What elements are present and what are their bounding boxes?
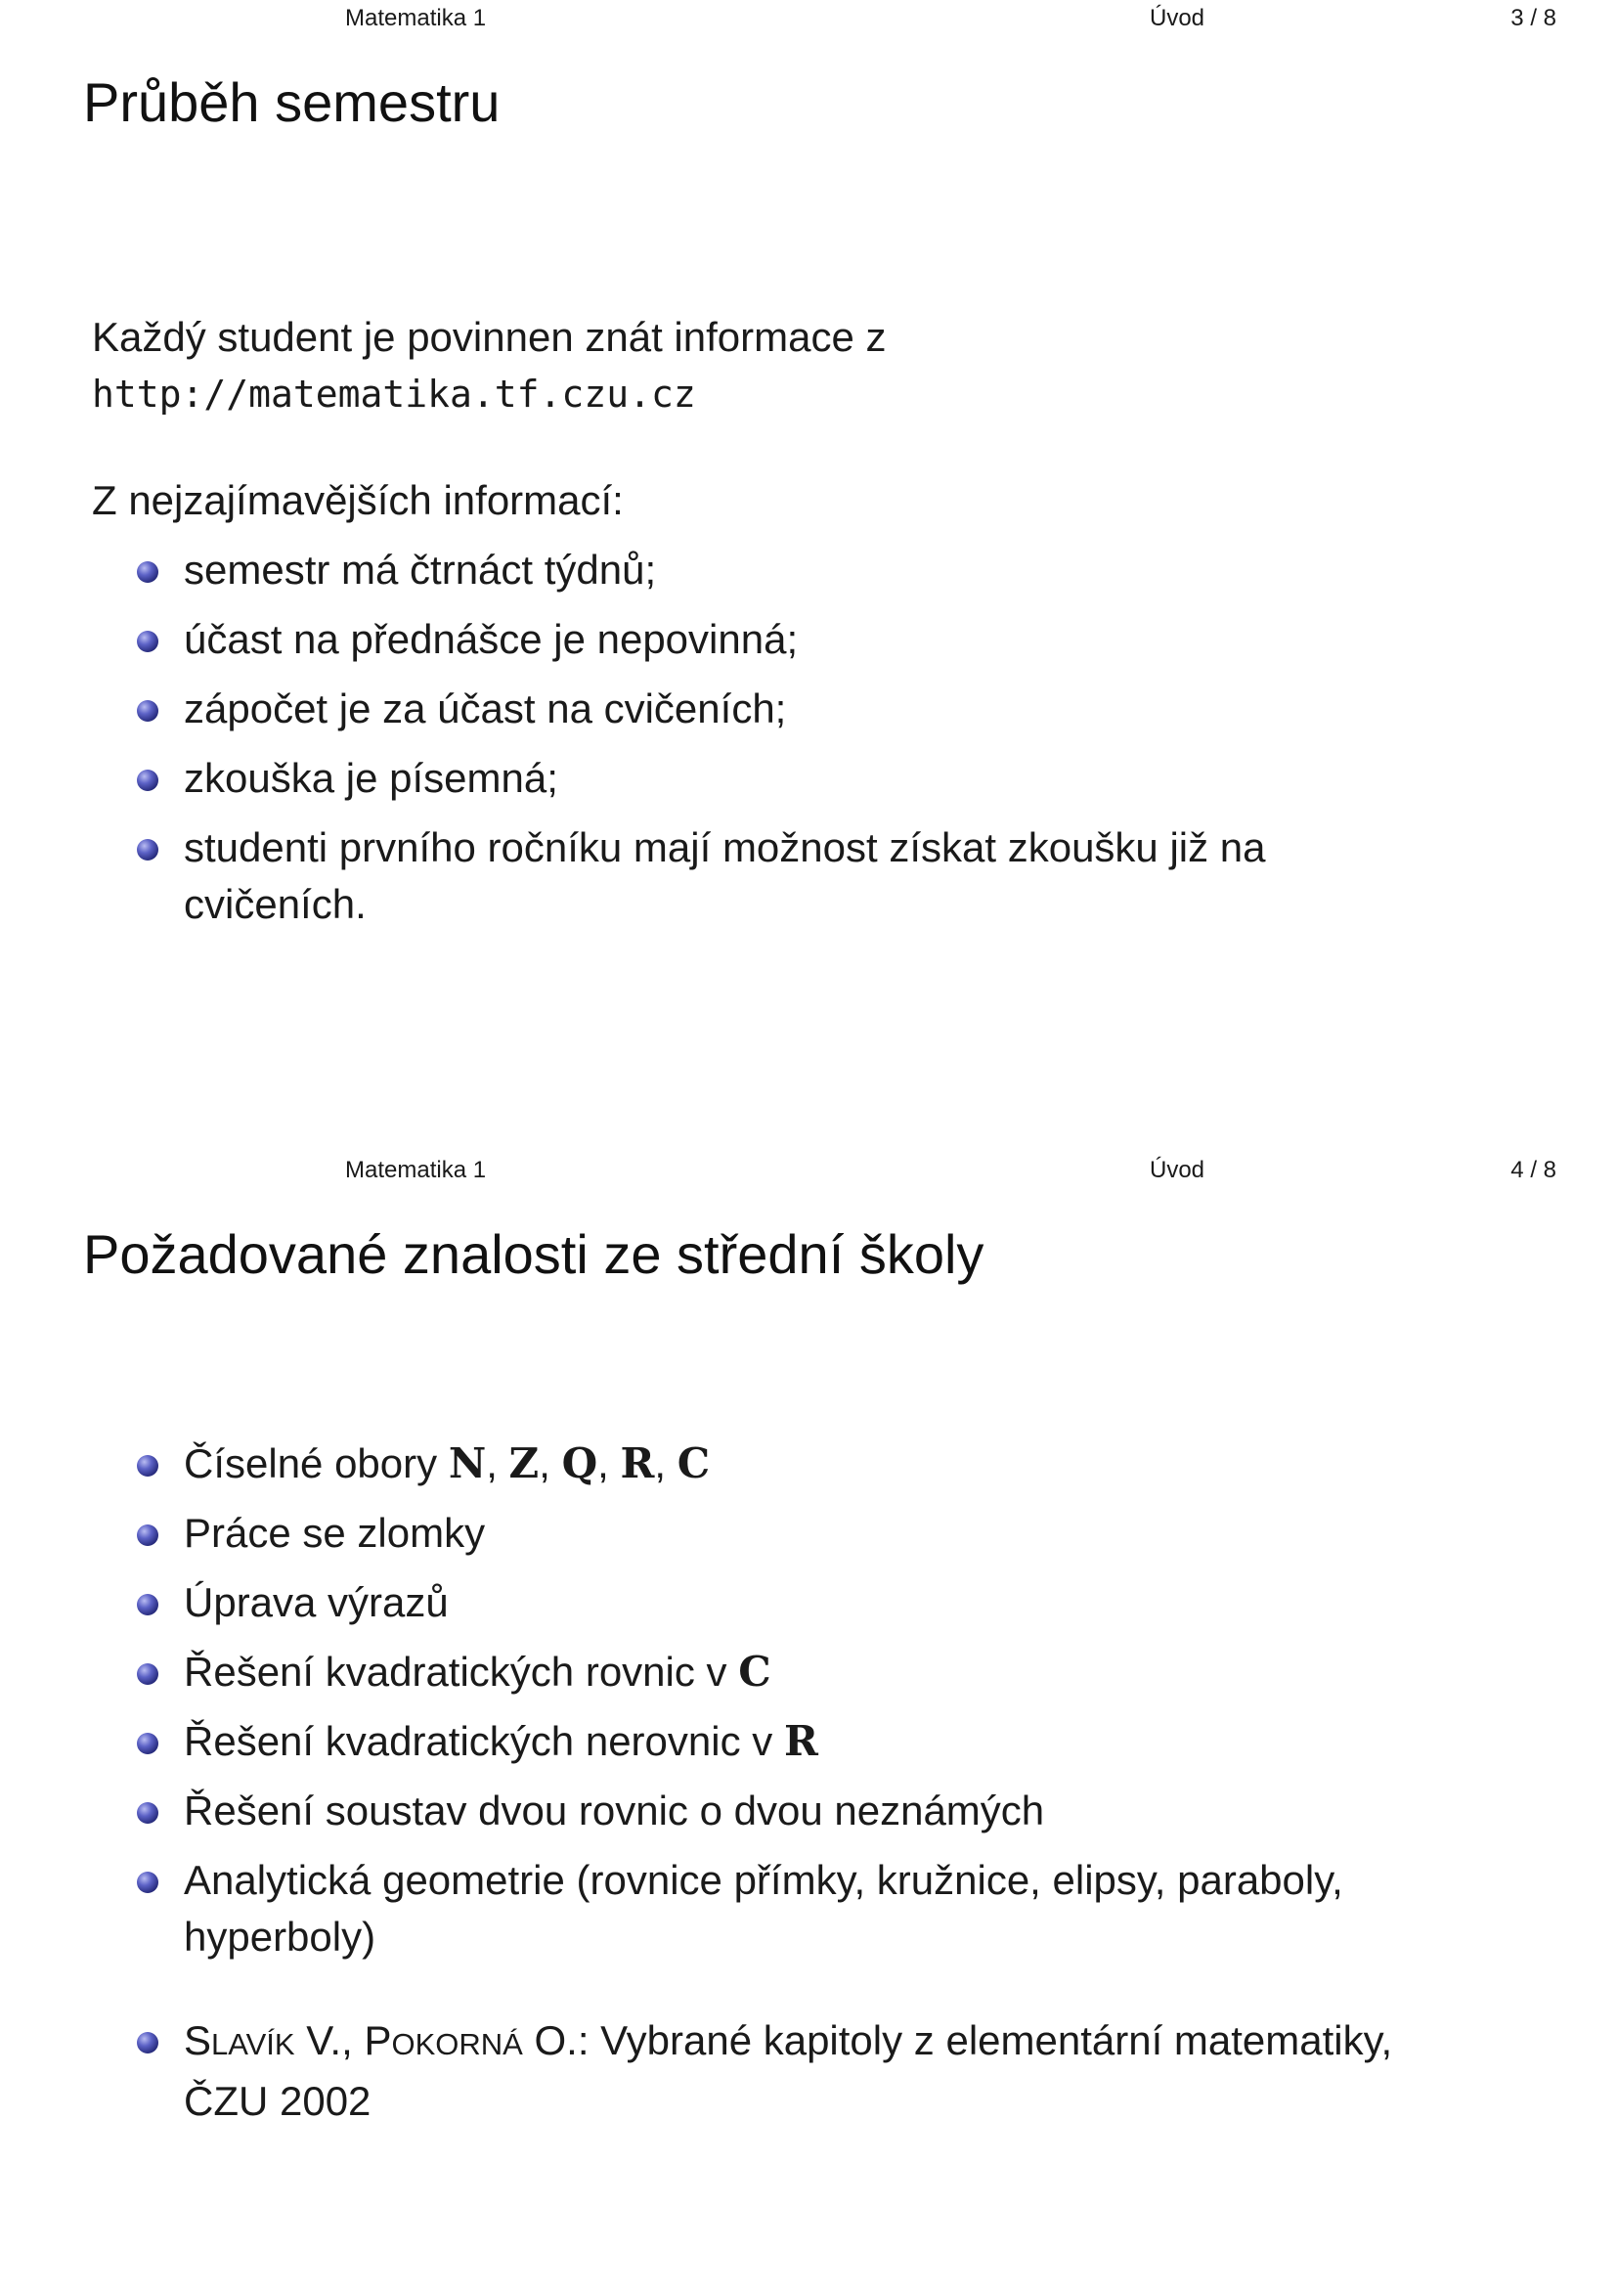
list-item: [0, 1713, 1343, 1770]
bullet-icon: [137, 1524, 158, 1546]
list-item: [0, 1574, 1343, 1631]
list-item: [0, 1505, 1343, 1562]
number-set-symbol: C: [677, 1439, 711, 1487]
list-item-text: účast na přednášce je nepovinná;: [184, 616, 799, 662]
list-item: [0, 1852, 1343, 1965]
bullet-icon: [137, 1455, 158, 1477]
slide-3: [0, 0, 1617, 1144]
bullet-icon: [137, 839, 158, 861]
list-item-text: zápočet je za účast na cvičeních;: [184, 685, 787, 731]
list-item-text-line: hyperboly): [184, 1914, 376, 1960]
reference-item: [0, 2012, 1392, 2130]
bullet-icon: [137, 1733, 158, 1754]
header-page-number: 3 / 8: [1510, 5, 1556, 31]
header-course-title: Matematika 1: [345, 5, 487, 31]
list-item-text: Řešení kvadratických rovnic v: [184, 1649, 727, 1695]
author-given: V.,: [294, 2017, 365, 2063]
author-initial: S: [184, 2017, 212, 2063]
number-set-symbol: R: [620, 1439, 655, 1487]
list-item-text: zkouška je písemná;: [184, 755, 558, 801]
number-set-symbol: R: [783, 1717, 818, 1765]
bullet-icon: [137, 1872, 158, 1893]
number-set-symbol: N: [448, 1439, 487, 1487]
bullet-icon: [137, 561, 158, 583]
list-item: [0, 681, 1266, 737]
bullet-icon: [137, 770, 158, 791]
slide-title: Průběh semestru: [83, 71, 501, 133]
reference-list: [0, 2012, 1392, 2130]
list-item-text: Řešení soustav dvou rovnic o dvou neznámých: [184, 1788, 1045, 1833]
bullet-icon: [137, 1594, 158, 1615]
list-item: Číselné obory N, Z, Q, R, C: [0, 1435, 1343, 1492]
list-item: [0, 750, 1266, 807]
list-heading: Z nejzajímavějších informací:: [92, 477, 624, 523]
author-initial: P: [364, 2017, 392, 2063]
list-item-text: Číselné obory: [184, 1440, 438, 1486]
list-item: [0, 819, 1266, 933]
list-item-text-line: studenti prvního ročníku mají možnost získat zkoušku již na: [184, 824, 1266, 870]
list-item-text: Řešení kvadratických nerovnic v: [184, 1718, 773, 1764]
number-set-symbol: Q: [561, 1439, 598, 1487]
info-list: [0, 542, 1266, 933]
bullet-icon: [137, 1802, 158, 1824]
bullet-icon: [137, 631, 158, 652]
list-item-text-line: cvičeních.: [184, 881, 367, 927]
author-surname-smallcaps: OKORNÁ: [391, 2027, 523, 2061]
list-item: [0, 1783, 1343, 1839]
bullet-icon: [137, 1663, 158, 1685]
list-item: [0, 542, 1266, 598]
header-course-title: Matematika 1: [345, 1157, 487, 1183]
list-item: [0, 611, 1266, 668]
reference-title: O.: Vybrané kapitoly z elementární matematiky,: [522, 2017, 1393, 2063]
reference-line: [184, 2012, 1392, 2073]
list-item: [0, 1644, 1343, 1700]
course-url-link[interactable]: http://matematika.tf.czu.cz: [92, 373, 696, 416]
list-item-text-line: Analytická geometrie (rovnice přímky, kružnice, elipsy, paraboly,: [184, 1857, 1343, 1903]
list-item-text: Práce se zlomky: [184, 1510, 486, 1556]
bullet-icon: [137, 2032, 158, 2053]
knowledge-list: [0, 1435, 1343, 1965]
slide-4: [0, 1152, 1617, 2296]
author-surname-smallcaps: LAVÍK: [211, 2027, 295, 2061]
list-item-text: semestr má čtrnáct týdnů;: [184, 547, 657, 593]
reference-line: ČZU 2002: [184, 2078, 371, 2124]
slide-title: Požadované znalosti ze střední školy: [83, 1223, 984, 1285]
list-item-text: Úprava výrazů: [184, 1579, 449, 1625]
header-section-title: Úvod: [1150, 1157, 1205, 1183]
number-set-symbol: C: [738, 1648, 771, 1696]
header-page-number: 4 / 8: [1510, 1157, 1556, 1183]
intro-text: [92, 309, 886, 422]
number-set-symbol: Z: [508, 1439, 540, 1487]
bullet-icon: [137, 700, 158, 722]
header-section-title: Úvod: [1150, 5, 1205, 31]
intro-line: Každý student je povinnen znát informace z: [92, 314, 887, 360]
